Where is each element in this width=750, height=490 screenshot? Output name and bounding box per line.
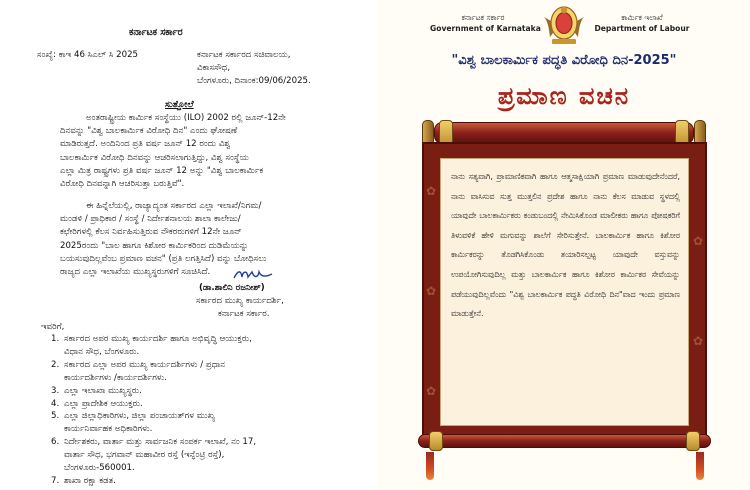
para2-line: ಈ ಹಿನ್ನೆಲೆಯಲ್ಲಿ, ರಾಜ್ಯಾದ್ಯಂತ ಸರ್ಕಾರದ ಎಲ್ಲಾ ಇಲಾಖೆ/ನಿಗಮ/: [86, 201, 262, 211]
scroll-rod-icon: [434, 122, 694, 144]
para1-line: ಎಲ್ಲಾ ಮಿತ್ರ ರಾಷ್ಟ್ರಗಳು ಪ್ರತಿ ವರ್ಷ ಜೂನ್ 12 ಅನ್ನು "ವಿಶ್ವ ಬಾಲಕಾರ್ಮಿಕ: [60, 165, 264, 176]
recipient-item: 1. ಸರ್ಕಾರದ ಅಪರ ಮುಖ್ಯ ಕಾರ್ಯದರ್ಶಿ ಹಾಗೂ ಅಭಿವೃದ್ಧಿ ಆಯುಕ್ತರು, ವಿಧಾನ ಸೌಧ, ಬೆಂಗಳೂರು.: [51, 334, 252, 357]
recipient-item: 3. ಎಲ್ಲಾ ಇಲಾಖಾ ಮುಖ್ಯಸ್ಥರು.: [51, 385, 142, 396]
recipient-item: 2. ಸರ್ಕಾರದ ಎಲ್ಲಾ ಅಪರ ಮುಖ್ಯ ಕಾರ್ಯದರ್ಶಿಗಳು / ಪ್ರಧಾನ ಕಾರ್ಯದರ್ಶಿಗಳು /ಕಾರ್ಯದರ್ಶಿಗಳು.: [51, 359, 226, 383]
recipient-item: 4. ಎಲ್ಲಾ ಪ್ರಾದೇಶಿಕ ಆಯುಕ್ತರು.: [51, 398, 143, 409]
pledge-poster: [378, 0, 750, 490]
office-address-line1: ಕರ್ನಾಟಕ ಸರ್ಕಾರದ ಸಚಿವಾಲಯ,: [197, 50, 291, 60]
recipients-list: [51, 333, 364, 488]
pledge-text: ನಾನು ಸತ್ಯವಾಗಿ, ಪ್ರಾಮಾಣಿಕವಾಗಿ ಹಾಗೂ ಆತ್ಮಸಾಕ್ಷಿಯಾಗಿ ಪ್ರಮಾಣ ಮಾಡುವುದೇನೆಂದರೆ, ನಾನು ವಾಸಿಸುವ ಸುತ್ತ ಮುತ್ತಲಿನ ಪ್ರದೇಶ ಹಾಗೂ ನಾನು ಕೆಲಸ ಮಾಡುವ ಸ್ಥಳದಲ್ಲಿ ಯಾವುದೇ ಬಾಲಕಾರ್ಮಿಕರು ಕಂಡುಬಂದಲ್ಲಿ ನೇಮಿಸಿಕೊಂಡ ಮಾಲೀಕರು ಹಾಗೂ ಪೋಷಕರಿಗೆ ತಿಳುವಳಿಕೆ ಹೇಳಿ ಮಗುವನ್ನು ಶಾಲೆಗೆ ಸೇರಿಸುತ್ತೇನೆ. ಬಾಲಕಾರ್ಮಿಕ ಹಾಗೂ ಕಿಶೋರ ಕಾರ್ಮಿಕರನ್ನು ತೊಡಗಿಸಿಕೊಂಡು ತಯಾರಿಸಲ್ಪಟ್ಟ ಯಾವುದೇ ವಸ್ತುವನ್ನು ಉಪಯೋಗಿಸುವುದಿಲ್ಲ ಮತ್ತು ಬಾಲಕಾರ್ಮಿಕ ಹಾಗೂ ಕಿಶೋರ ಕಾರ್ಮಿಕರ ಸೇವೆಯನ್ನು ಪಡೆಯುವುದಿಲ್ಲವೆಂದು "ವಿಶ್ವ ಬಾಲಕಾರ್ಮಿಕ ಪದ್ಧತಿ ವಿರೋಧಿ ದಿನ"ವಾದ ಇಂದು ಪ್ರಮಾಣ ಮಾಡುತ್ತೇನೆ.: [451, 172, 680, 319]
signatory-org: ಕರ್ನಾಟಕ ಸರ್ಕಾರ.: [218, 309, 270, 319]
poster-subtitle: ಪ್ರಮಾಣ ವಚನ: [497, 82, 631, 110]
reference-number: ಸಂಖ್ಯೆ: ಕಾಇ 46 ಸಿಎಲ್ ಸಿ 2025: [37, 50, 138, 60]
para2-line: ಮಂಡಳಿ / ಪ್ರಾಧಿಕಾರ / ಸಂಸ್ಥೆ / ನಿರ್ದೇಶನಾಲಯ ಶಾಲಾ ಕಾಲೇಜು/: [60, 214, 241, 225]
para1-line: ವಿರೋಧಿ ದಿನವನ್ನಾಗಿ ಆಚರಿಸುತ್ತಾ ಬರುತ್ತಿವೆ".: [60, 179, 185, 190]
circular-paragraph-2: [60, 200, 362, 279]
signatory-name: (ಡಾ.ಶಾಲಿನಿ ರಜನೀಶ್): [199, 283, 265, 293]
tassel-icon: [696, 452, 704, 480]
para2-line: ಬಯಸುವುದಿಲ್ಲವೆಂಬ ಪ್ರಮಾಣ ವಚನ" (ಪ್ರತಿ ಲಗತ್ತಿಸಿದೆ) ವನ್ನು ಬೋಧಿಸಲು: [60, 253, 267, 264]
recipient-item: 7. ಶಾಖಾ ರಕ್ಷಾ ಕಡತ.: [51, 475, 116, 486]
tassel-icon: [426, 452, 434, 480]
signature-mark-icon: [232, 268, 274, 282]
gov-english-label: Government of Karnataka: [430, 24, 541, 33]
para1-line: ದಿನವನ್ನು "ವಿಶ್ವ ಬಾಲಕಾರ್ಮಿಕ ವಿರೋಧಿ ದಿನ" ಎಂದು ಘೋಷಣೆ: [60, 126, 238, 137]
para2-line: 2025ರಂದು "ಬಾಲ ಹಾಗೂ ಕಿಶೋರ ಕಾರ್ಮಿಕರಿಂದ ದುಡಿಮೆಯನ್ನು: [60, 240, 249, 251]
office-address-date: ಬೆಂಗಳೂರು, ದಿನಾಂಕ:09/06/2025.: [197, 76, 311, 86]
circular-heading: ಕರ್ನಾಟಕ ಸರ್ಕಾರ: [129, 27, 183, 38]
dept-english-label: Department of Labour: [594, 24, 690, 33]
scroll-bottom-rod: [418, 434, 711, 448]
recipient-item: 6. ನಿರ್ದೇಶಕರು, ವಾರ್ತಾ ಮತ್ತು ಸಾರ್ವಜನಿಕ ಸಂಪರ್ಕ ಇಲಾಖೆ, ನಂ 17, ವಾರ್ತಾ ಸೌಧ, ಭಗವಾನ್ ಮಹಾವೀರ ರಸ್ತೆ (ಇನ್ಫೆಂಟ್ರಿ ರಸ್ತೆ), ಬೆಂಗಳೂರು-560001.: [51, 437, 257, 474]
poster-title: "ವಿಶ್ವ ಬಾಲಕಾರ್ಮಿಕ ಪದ್ಧತಿ ವಿರೋಧಿ ದಿನ-2025": [451, 53, 677, 68]
office-address-line2: ವಿಕಾಸಸೌಧ,: [197, 63, 231, 73]
circular-paragraph-1: [60, 112, 362, 191]
scroll-paper: [440, 158, 689, 426]
karnataka-emblem-icon: [540, 3, 588, 47]
recipient-item: 5. ಎಲ್ಲಾ ಜಿಲ್ಲಾಧಿಕಾರಿಗಳು, ಜಿಲ್ಲಾ ಪಂಚಾಯತ್‌ಗಳ ಮುಖ್ಯ ಕಾರ್ಯನಿರ್ವಾಹಕ ಅಧಿಕಾರಿಗಳು.: [51, 411, 216, 435]
para2-line: ಕಛೇರಿಗಳಲ್ಲಿ ಕೆಲಸ ನಿರ್ವಹಿಸುತ್ತಿರುವ ನೌಕರರುಗಳಿಗೆ 12ನೇ ಜೂನ್: [60, 227, 242, 238]
gov-kannada-label: ಕರ್ನಾಟಕ ಸರ್ಕಾರ: [461, 13, 505, 22]
signatory-role: ಸರ್ಕಾರದ ಮುಖ್ಯ ಕಾರ್ಯದರ್ಶಿ,: [196, 296, 284, 306]
circular-title: ಸುತ್ತೋಲೆ: [165, 99, 194, 110]
scroll-frame: ✿ ✿ ✿ ✿ ✿ ನಾನು ಸತ್ಯವಾಗಿ, ಪ್ರಾಮಾಣಿಕವಾಗಿ ಹಾಗೂ ಆತ್ಮಸಾಕ್ಷಿಯಾಗಿ ಪ್ರಮಾಣ ಮಾಡುವುದೇನೆಂದರೆ, ನಾನು ವಾಸಿಸುವ ಸುತ್ತ ಮುತ್ತಲಿನ ಪ್ರದೇಶ ಹಾಗೂ ನಾನು ಕೆಲಸ ಮಾಡುವ ಸ್ಥಳದಲ್ಲಿ ಯಾವುದೇ ಬಾಲಕಾರ್ಮಿಕರು ಕಂಡುಬಂದಲ್ಲಿ ನೇಮಿಸಿಕೊಂಡ ಮಾಲೀಕರು ಹಾಗೂ ಪೋಷಕರಿಗೆ ತಿಳುವಳಿಕೆ ಹೇಳಿ ಮಗುವನ್ನು ಶಾಲೆಗೆ ಸೇರಿಸುತ್ತೇನೆ. ಬಾಲಕಾರ್ಮಿಕ ಹಾಗೂ ಕಿಶೋರ ಕಾರ್ಮಿಕರನ್ನು ತೊಡಗಿಸಿಕೊಂಡು ತಯಾರಿಸಲ್ಪಟ್ಟ ಯಾವುದೇ ವಸ್ತುವನ್ನು ಉಪಯೋಗಿಸುವುದಿಲ್ಲ ಮತ್ತು ಬಾಲಕಾರ್ಮಿಕ ಹಾಗೂ ಕಿಶೋರ ಕಾರ್ಮಿಕರ ಸೇವೆಯನ್ನು ಪಡೆಯುವುದಿಲ್ಲವೆಂದು "ವಿಶ್ವ ಬಾಲಕಾರ್ಮಿಕ ಪದ್ಧತಿ ವಿರೋಧಿ ದಿನ"ವಾದ ಇಂದು ಪ್ರಮಾಣ ಮಾಡುತ್ತೇನೆ.: [422, 142, 707, 442]
para1-line: ಅಂತರಾಷ್ಟ್ರೀಯ ಕಾರ್ಮಿಕ ಸಂಸ್ಥೆಯು (ILO) 2002 ರಲ್ಲಿ ಜೂನ್-12ನೇ: [86, 113, 286, 123]
para1-line: ಬಾಲಕಾರ್ಮಿಕ ವಿರೋಧಿ ದಿನವನ್ನು ಆಚರಿಸಲಾಗುತ್ತಿದ್ದು, ವಿಶ್ವ ಸಂಸ್ಥೆಯ: [60, 152, 249, 163]
para2-line: ರಾಜ್ಯದ ಎಲ್ಲಾ ಇಲಾಖೆಯ ಮುಖ್ಯಸ್ಥರುಗಳಿಗೆ ಸೂಚಿಸಿದೆ.: [60, 267, 211, 278]
para1-line: ಮಾಡಿರುತ್ತದೆ. ಅಂದಿನಿಂದ ಪ್ರತಿ ವರ್ಷ ಜೂನ್ 12 ರಂದು ವಿಶ್ವ: [60, 139, 231, 150]
recipients-label: ಇವರಿಗೆ,: [41, 322, 65, 332]
dept-kannada-label: ಕಾರ್ಮಿಕ ಇಲಾಖೆ: [621, 13, 663, 22]
